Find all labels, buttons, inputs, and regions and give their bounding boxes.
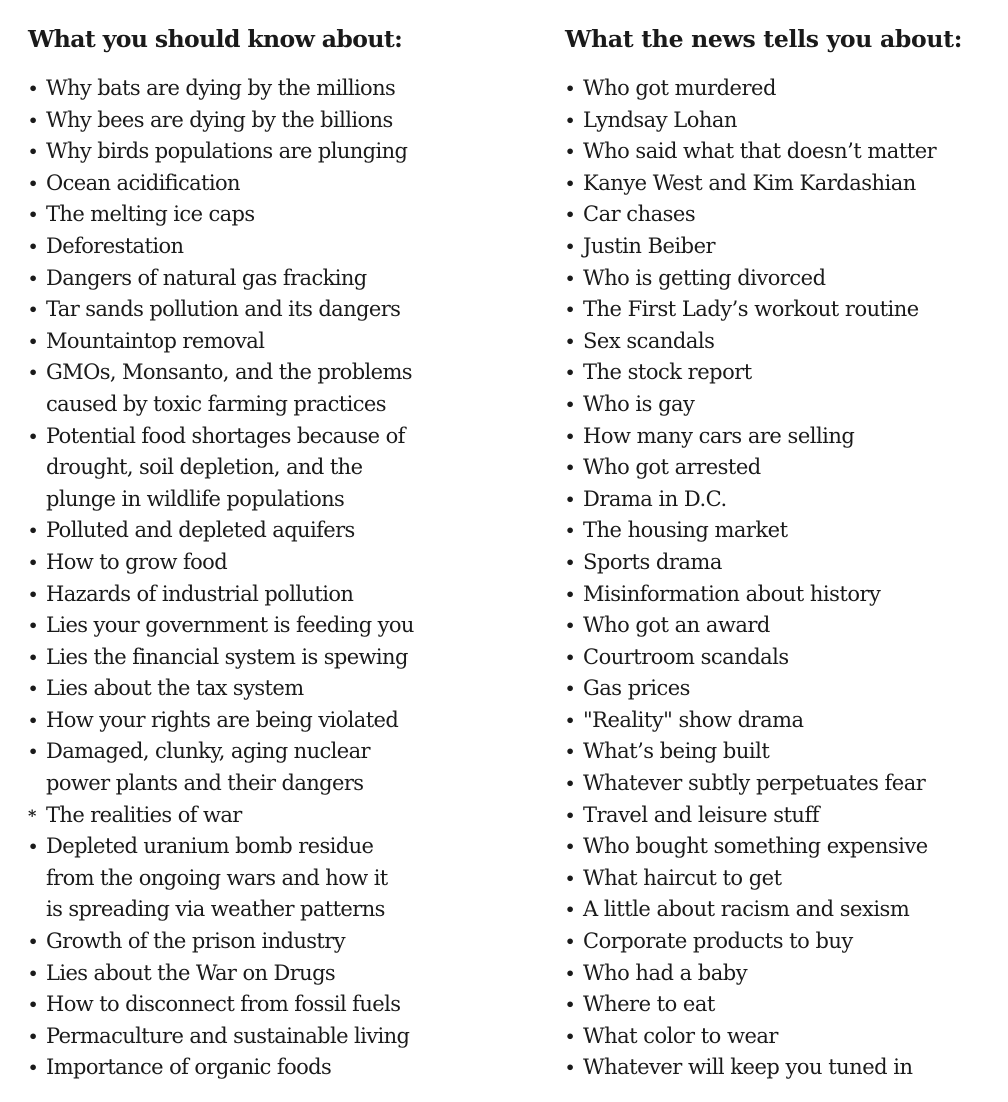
list-item [565, 231, 1005, 263]
list-item-text: Mountaintop removal [46, 328, 265, 353]
list-item-text: Tar sands pollution and its dangers [46, 297, 401, 322]
bullet-icon: • [28, 205, 38, 225]
list-item-text: How to disconnect from fossil fuels [46, 992, 401, 1017]
list-item-text: Dangers of natural gas fracking [46, 265, 367, 290]
list-item-text: What haircut to get [583, 865, 782, 890]
bullet-icon: • [28, 300, 38, 320]
list-item [565, 515, 1005, 547]
list-item [565, 1021, 1005, 1053]
list-item [565, 926, 1005, 958]
bullet-icon: • [565, 868, 575, 888]
bullet-icon: • [565, 552, 575, 572]
bullet-icon: • [28, 331, 38, 351]
list-item [565, 894, 1005, 926]
list-item [565, 642, 1005, 674]
bullet-icon: • [28, 79, 38, 98]
list-item-text: Whatever will keep you tuned in [583, 1055, 913, 1080]
list-item [28, 168, 498, 200]
list-item [28, 610, 498, 642]
list-item-text: Justin Beiber [583, 233, 716, 258]
list-item [28, 73, 498, 105]
list-item [565, 705, 1005, 737]
list-item [565, 673, 1005, 705]
list-item-text: What’s being built [583, 739, 770, 764]
list-item [28, 547, 498, 579]
list-item-text: Who got an award [583, 613, 770, 638]
bullet-icon: • [565, 173, 575, 193]
list-item-text: Kanye West and Kim Kardashian [583, 170, 916, 195]
list-item [28, 357, 498, 420]
list-item [28, 736, 498, 799]
list-item-text: Why birds populations are plunging [46, 139, 408, 164]
list-item [28, 989, 498, 1021]
list-item-text: Who bought something expensive [583, 834, 928, 859]
list-item-text: Who said what that doesn’t matter [583, 139, 937, 164]
list-item-text: "Reality" show drama [583, 707, 804, 732]
list-item-text: Misinformation about history [583, 581, 881, 606]
should-know-heading: What you should know about: [28, 25, 403, 53]
list-item-text: Growth of the prison industry [46, 929, 345, 954]
list-item [565, 389, 1005, 421]
bullet-icon: * [28, 805, 36, 825]
list-item [565, 1052, 1005, 1084]
bullet-icon: • [28, 1058, 38, 1078]
bullet-icon: • [565, 142, 575, 162]
bullet-icon: • [28, 552, 38, 572]
bullet-icon: • [565, 679, 575, 699]
list-item [28, 294, 498, 326]
bullet-icon: • [565, 837, 575, 857]
news-heading: What the news tells you about: [565, 25, 963, 53]
list-item [28, 1021, 498, 1053]
list-item-text: Hazards of industrial pollution [46, 581, 354, 606]
bullet-icon: • [565, 774, 575, 794]
list-item [565, 421, 1005, 453]
list-item [565, 73, 1005, 105]
list-item [28, 136, 498, 168]
list-item-text: Why bats are dying by the millions [46, 76, 396, 100]
list-item [565, 263, 1005, 295]
list-item [28, 800, 498, 832]
list-item-text: Whatever subtly perpetuates fear [583, 771, 926, 796]
list-item [565, 168, 1005, 200]
bullet-icon: • [28, 173, 38, 193]
bullet-icon: • [565, 268, 575, 288]
bullet-icon: • [565, 900, 575, 920]
list-item-text: Corporate products to buy [583, 929, 853, 954]
list-item-text: Who is getting divorced [583, 265, 826, 290]
list-item-text: Potential food shortages because of drought, soil depletion, and the plunge in wildlife populations [46, 423, 405, 511]
list-item [565, 989, 1005, 1021]
list-item-text: Lies about the tax system [46, 676, 304, 701]
list-item-text: Sex scandals [583, 328, 715, 353]
list-item [28, 263, 498, 295]
list-item [28, 105, 498, 137]
list-item-text: Who had a baby [583, 960, 748, 985]
list-item-text: Importance of organic foods [46, 1055, 332, 1080]
list-item [565, 452, 1005, 484]
bullet-icon: • [565, 995, 575, 1015]
bullet-icon: • [28, 710, 38, 730]
bullet-icon: • [565, 710, 575, 730]
list-item [565, 326, 1005, 358]
bullet-icon: • [565, 300, 575, 320]
list-item-text: Sports drama [583, 549, 722, 574]
list-item [28, 1052, 498, 1084]
list-item [565, 105, 1005, 137]
bullet-icon: • [565, 805, 575, 825]
should-know-column [28, 22, 498, 1084]
bullet-icon: • [28, 837, 38, 857]
bullet-icon: • [565, 1058, 575, 1078]
list-item-text: Lies the financial system is spewing [46, 644, 408, 669]
bullet-icon: • [565, 963, 575, 983]
list-item-text: Car chases [583, 202, 696, 227]
bullet-icon: • [565, 932, 575, 952]
bullet-icon: • [28, 679, 38, 699]
list-item [565, 610, 1005, 642]
list-item [565, 547, 1005, 579]
bullet-icon: • [28, 142, 38, 162]
bullet-icon: • [565, 236, 575, 256]
bullet-icon: • [28, 110, 38, 130]
list-item-text: The housing market [583, 518, 788, 543]
bullet-icon: • [565, 521, 575, 541]
list-item [565, 736, 1005, 768]
list-item-text: Polluted and depleted aquifers [46, 518, 355, 543]
list-item [28, 579, 498, 611]
bullet-icon: • [565, 363, 575, 383]
news-column [565, 22, 1005, 1084]
list-item [28, 326, 498, 358]
bullet-icon: • [28, 1026, 38, 1046]
bullet-icon: • [28, 995, 38, 1015]
bullet-icon: • [28, 426, 38, 446]
list-item [28, 705, 498, 737]
list-item-text: The First Lady’s workout routine [583, 297, 919, 322]
list-item-text: A little about racism and sexism [583, 897, 910, 922]
list-item-text: Lyndsay Lohan [583, 107, 737, 132]
list-item-text: Who is gay [583, 391, 695, 416]
list-item [28, 958, 498, 990]
list-item [565, 768, 1005, 800]
list-item-text: Lies about the War on Drugs [46, 960, 336, 985]
bullet-icon: • [565, 331, 575, 351]
list-item [565, 958, 1005, 990]
bullet-icon: • [28, 647, 38, 667]
list-item-text: The stock report [583, 360, 752, 385]
list-item [565, 136, 1005, 168]
list-item [565, 579, 1005, 611]
list-item-text: Ocean acidification [46, 170, 240, 195]
list-item [28, 831, 498, 926]
list-item [565, 863, 1005, 895]
list-item-text: Lies your government is feeding you [46, 613, 414, 638]
bullet-icon: • [28, 236, 38, 256]
bullet-icon: • [565, 110, 575, 130]
bullet-icon: • [565, 489, 575, 509]
list-item [28, 421, 498, 516]
list-item-text: Why bees are dying by the billions [46, 107, 393, 132]
news-list [565, 73, 1005, 1084]
list-item-text: Who got arrested [583, 455, 761, 480]
list-item [565, 831, 1005, 863]
list-item-text: Depleted uranium bomb residue from the ongoing wars and how it is spreading via weather patterns [46, 834, 388, 922]
bullet-icon: • [565, 742, 575, 762]
bullet-icon: • [28, 932, 38, 952]
list-item-text: What color to wear [583, 1023, 778, 1048]
list-item [28, 515, 498, 547]
bullet-icon: • [28, 268, 38, 288]
list-item-text: Courtroom scandals [583, 644, 789, 669]
bullet-icon: • [28, 616, 38, 636]
list-item-text: Deforestation [46, 233, 184, 258]
bullet-icon: • [28, 963, 38, 983]
list-item-text: GMOs, Monsanto, and the problems caused by toxic farming practices [46, 360, 412, 416]
list-item [28, 231, 498, 263]
bullet-icon: • [565, 205, 575, 225]
list-item-text: The realities of war [46, 802, 242, 827]
list-item [565, 800, 1005, 832]
bullet-icon: • [28, 584, 38, 604]
bullet-icon: • [565, 426, 575, 446]
bullet-icon: • [565, 616, 575, 636]
list-item-text: How your rights are being violated [46, 707, 399, 732]
list-item-text: How to grow food [46, 549, 228, 574]
list-item [565, 199, 1005, 231]
bullet-icon: • [28, 742, 38, 762]
bullet-icon: • [565, 1026, 575, 1046]
list-item-text: The melting ice caps [46, 202, 255, 227]
bullet-icon: • [565, 79, 575, 98]
list-item-text: Gas prices [583, 676, 690, 701]
list-item-text: Drama in D.C. [583, 486, 727, 511]
list-item-text: Permaculture and sustainable living [46, 1023, 410, 1048]
list-item [28, 926, 498, 958]
bullet-icon: • [28, 521, 38, 541]
list-item [28, 673, 498, 705]
list-item-text: Travel and leisure stuff [583, 802, 820, 827]
bullet-icon: • [565, 647, 575, 667]
list-item [565, 484, 1005, 516]
list-item-text: How many cars are selling [583, 423, 855, 448]
list-item-text: Damaged, clunky, aging nuclear power plants and their dangers [46, 739, 370, 796]
list-item [565, 294, 1005, 326]
bullet-icon: • [28, 363, 38, 383]
bullet-icon: • [565, 394, 575, 414]
should-know-list [28, 73, 498, 1084]
list-item-text: Who got murdered [583, 76, 776, 100]
bullet-icon: • [565, 458, 575, 478]
list-item [28, 642, 498, 674]
list-item-text: Where to eat [583, 992, 715, 1017]
bullet-icon: • [565, 584, 575, 604]
list-item [28, 199, 498, 231]
list-item [565, 357, 1005, 389]
